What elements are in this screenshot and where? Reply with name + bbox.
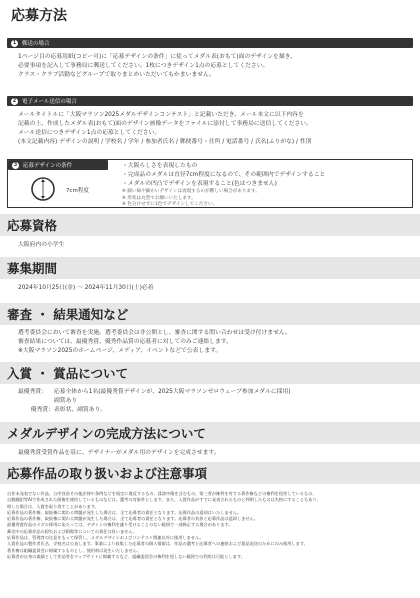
section-title-prizes: 入賞 ・ 賞品について xyxy=(0,362,420,384)
conditions-section-label: 応募デザインの条件 xyxy=(23,163,73,169)
design-conditions-box xyxy=(7,159,413,208)
grand-prize-extra: 副賞あり xyxy=(54,398,78,404)
step-number-badge: 2 xyxy=(12,98,17,104)
medal-diagram-icon xyxy=(30,176,56,202)
mail-section-header xyxy=(7,38,413,48)
grand-prize-label: 最優秀賞： xyxy=(18,389,47,395)
period-text: 2024年10月25日(金) 〜 2024年11月30日(土)必着 xyxy=(18,285,154,291)
prizes-text xyxy=(18,388,291,415)
conditions-list: ・大阪らしさを表現したもの ・完成品のメダルは直径7cm程度になるので、その範囲内でデザインすること ・メダルの凹凸でデザインを表現すること(色はつきません) xyxy=(122,163,326,187)
section-title-handling: 応募作品の取り扱いおよび注意事項 xyxy=(0,462,420,484)
eligibility-text: 大阪府内の小学生 xyxy=(18,242,65,248)
excellence-prize-label: 優秀賞： xyxy=(30,407,54,413)
step-number-badge: 3 xyxy=(13,162,18,168)
grand-prize-text: 応募全体から1名(最優秀賞デザインが、2025大阪マラソンゼロウェーブ参加メダルに採用) xyxy=(54,389,291,395)
excellence-prize-text: 表彰状、副賞あり。 xyxy=(54,407,107,413)
conditions-section-header xyxy=(8,160,108,170)
handling-notes: 自作未発表でない作品、公序良俗その他法律や条例などを規定に違反するもの、誹謗中傷を含むもの、第三者が権利を有する著作権などの権利を侵害しているもの、 自動翻訳等AIで作成された画像を使用しているものなどは、選考の対象外とします。また、入賞作品がすでに発表されたものと判明したものは失格にすることもあり、 明した場合は、入賞を取り消すことがあります。 応募作品の著作権、取扱権に関わる問題が発生した場合は、全て応募者の責任となります。応募作品の返却はいたしません。 応募作品の著作権、取扱権に関わる問題が発生した場合は、全て応募者の責任となります。応募者の負担と応募作品は返却しません。 最優秀賞作品のメダル採用にあたっては、デザインの権利を譲り受けることのない範囲で一部修正する場合があります。 郵送中の応募作品の紛失および損傷等についての責任は負いません。 応募作品は、管理者の注意をもって保管し、メダルデザインおよびコンテスト関連以外に使用しません。 入賞作品の製作者氏名、学校名は公表します。事業により収集した応募者の個人情報は、作品の選考と応募者への連絡および賞品発送のためにのみ使用します。 著作権は組織委員会に帰属するものとし、使用料は発生いたしません。 応募者が自身の業績として作品等をウェブサイトに掲載するなど、組織委員会の権利を侵しない範囲での利用は可能とします。 xyxy=(7,491,321,559)
finalization-text: 最優秀賞受賞作品を基に、デザイナーがメダル用のデザインを完成させます。 xyxy=(18,450,220,456)
mail-instructions: 1ページ目の応募用紙(コピー可)に「応募デザインの条件」に従ってメダル表(おもて)面のデザインを描き、 必要事項を記入して事務局に郵送してください。1枚につきデザイン1点の応募としてください。 クラス・クラブ活動などグループで取りまとめいただいてもかまいません。 xyxy=(18,54,297,78)
section-title-results: 審査 ・ 結果通知など xyxy=(0,303,420,325)
results-text: 選考委員会において審査を実施。選考委員会は非公開とし、審査に関する問い合わせは受け付けません。 審査結果については、最優秀賞、優秀作品賞の応募者に対してのみご連絡します。 ※大阪マラソン2025のホームページ、メディア、イベントなどで公表します。 xyxy=(18,330,291,354)
section-title-eligibility: 応募資格 xyxy=(0,214,420,236)
conditions-notes: ※ 細い線や細かいデザインは再現するのが難しい場合があります。 ※ 形状は丸型でお願いいたします。 ※ 色分けせずに1色でデザインしてください。 xyxy=(122,189,260,207)
medal-size-label: 7cm程度 xyxy=(66,188,89,194)
step-number-badge: 1 xyxy=(12,40,17,46)
email-section-header xyxy=(7,96,413,106)
mail-section-label: 郵送の場合 xyxy=(22,41,50,47)
section-title-finalization: メダルデザインの完成方法について xyxy=(0,422,420,444)
section-title-period: 募集期間 xyxy=(0,257,420,279)
email-instructions: メールタイトルに「大阪マラソン2025メダルデザインコンテスト」と記載いただき、メール本文に以下内容を 記載の上、作成したメダル表(おもて)面のデザイン画像データをファイルに添付して事務局に送信してください。 メール送信につきデザイン1点の応募としてください。 (本文記載内容) デザインの説明 / 学校名 / 学年 / 参加者氏名 / 郵便番号・住所 / 電話番号 / 氏名(ふりがな) / 性別 xyxy=(18,112,312,145)
section-title-method: 応募方法 xyxy=(0,0,420,30)
email-section-label: 電子メール送信の場合 xyxy=(22,99,77,105)
